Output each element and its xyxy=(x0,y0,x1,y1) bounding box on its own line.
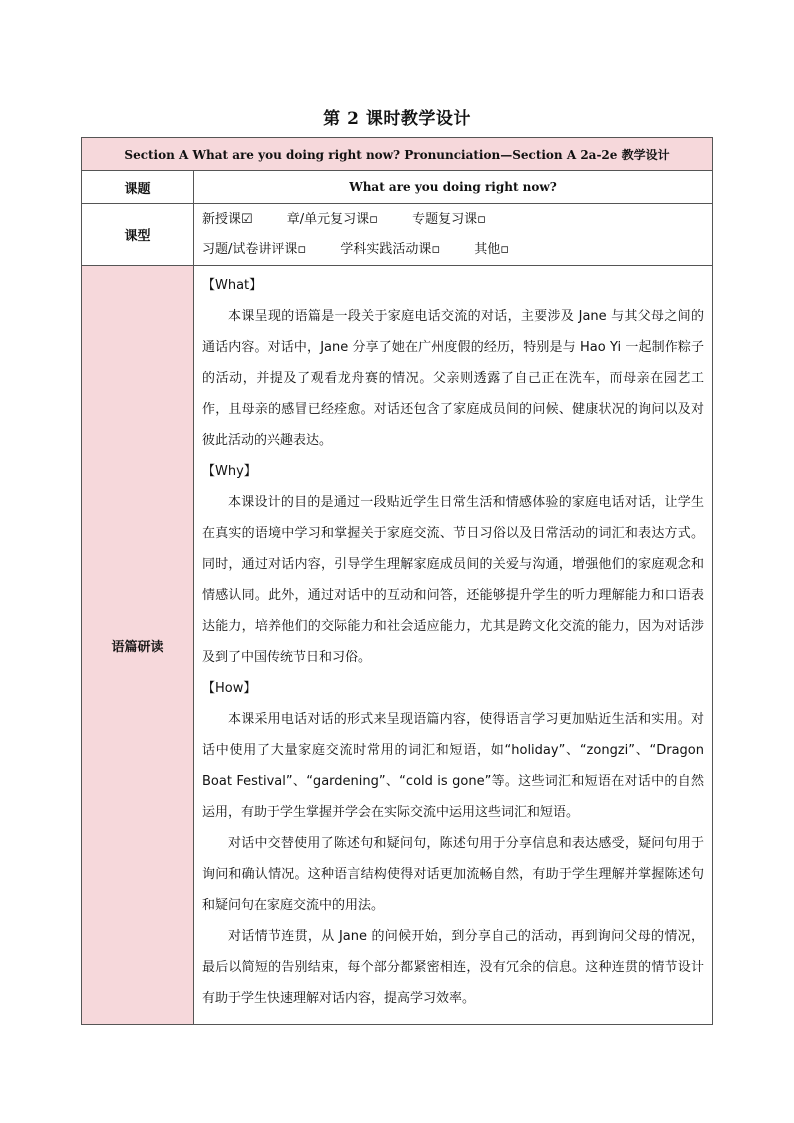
analysis-content xyxy=(194,266,713,1025)
option-topic-review[interactable]: 专题复习课▫ xyxy=(412,211,486,227)
what-paragraph: 本课呈现的语篇是一段关于家庭电话交流的对话，主要涉及 Jane 与其父母之间的通话内容。对话中，Jane 分享了她在广州度假的经历，特别是与 Hao Yi 一起制作粽子的活动，并提及了观看龙舟赛的情况。父亲则透露了自己正在洗车，而母亲在园艺工作，且母亲的感冒已经痊愈。对话还包含了家庭成员间的问候、健康状况的询问以及对彼此活动的兴趣表达。 xyxy=(202,309,704,448)
option-other[interactable]: 其他▫ xyxy=(474,241,510,257)
what-heading: 【What】 xyxy=(202,278,263,293)
type-row xyxy=(82,204,713,266)
type-options-line-1 xyxy=(202,205,712,235)
header-row xyxy=(82,138,713,171)
table-header: Section A What are you doing right now? Pronunciation—Section A 2a-2e 教学设计 xyxy=(82,138,713,171)
topic-label: 课题 xyxy=(82,171,194,204)
analysis-row xyxy=(82,266,713,1025)
analysis-label: 语篇研读 xyxy=(82,266,194,1025)
why-paragraph: 本课设计的目的是通过一段贴近学生日常生活和情感体验的家庭电话对话，让学生在真实的语境中学习和掌握关于家庭交流、节日习俗以及日常活动的词汇和表达方式。同时，通过对话内容，引导学生理解家庭成员间的关爱与沟通，增强他们的家庭观念和情感认同。此外，通过对话中的互动和问答，还能够提升学生的听力理解能力和口语表达能力，培养他们的交际能力和社会适应能力，尤其是跨文化交流的能力，因为对话涉及到了中国传统节日和习俗。 xyxy=(202,495,704,665)
how-paragraph-3: 对话情节连贯，从 Jane 的问候开始，到分享自己的活动，再到询问父母的情况，最后以简短的告别结束，每个部分都紧密相连，没有冗余的信息。这种连贯的情节设计有助于学生快速理解对话内容，提高学习效率。 xyxy=(202,929,704,1006)
topic-value: What are you doing right now? xyxy=(194,171,713,204)
type-options-line-2 xyxy=(202,235,712,265)
type-label: 课型 xyxy=(82,204,194,266)
option-unit-review[interactable]: 章/单元复习课▫ xyxy=(286,211,378,227)
why-heading: 【Why】 xyxy=(202,464,257,479)
topic-row xyxy=(82,171,713,204)
page-title: 第 2 课时教学设计 xyxy=(323,109,471,129)
how-heading: 【How】 xyxy=(202,681,257,696)
option-exercise-review[interactable]: 习题/试卷讲评课▫ xyxy=(202,241,307,257)
option-new-lesson[interactable]: 新授课☑ xyxy=(202,211,253,227)
lesson-design-table xyxy=(81,137,713,1025)
type-options xyxy=(194,204,713,266)
option-practice-activity[interactable]: 学科实践活动课▫ xyxy=(340,241,441,257)
how-paragraph-2: 对话中交替使用了陈述句和疑问句，陈述句用于分享信息和表达感受，疑问句用于询问和确认情况。这种语言结构使得对话更加流畅自然，有助于学生理解并掌握陈述句和疑问句在家庭交流中的用法。 xyxy=(202,836,704,913)
how-paragraph-1: 本课采用电话对话的形式来呈现语篇内容，使得语言学习更加贴近生活和实用。对话中使用了大量家庭交流时常用的词汇和短语，如“holiday”、“zongzi”、“Dragon Boat Festival”、“gardening”、“cold is gone”等。这些词汇和短语在对话中的自然运用，有助于学生掌握并学会在实际交流中运用这些词汇和短语。 xyxy=(202,712,704,820)
